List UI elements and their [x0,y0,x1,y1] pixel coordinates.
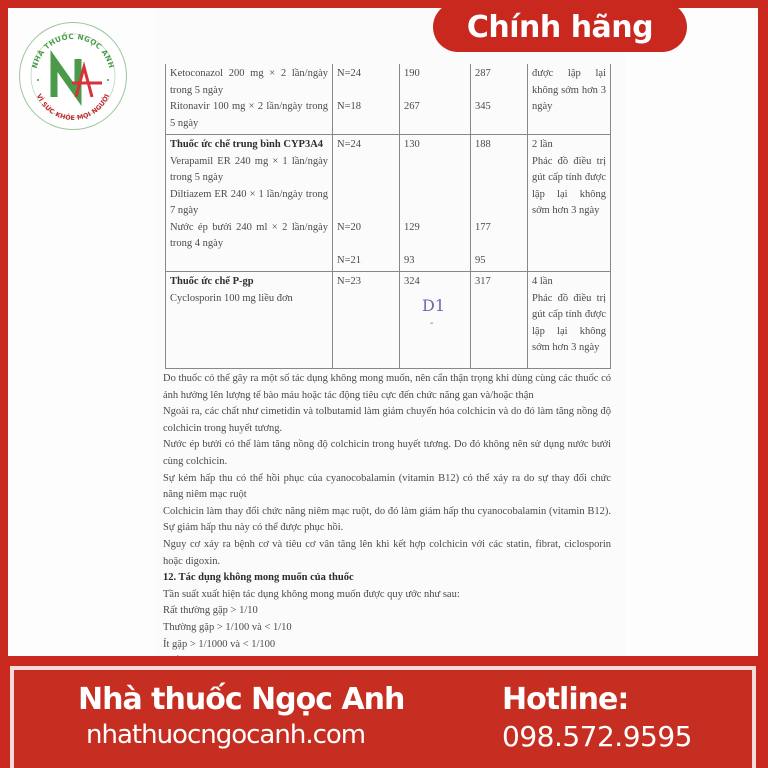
paragraph: Nguy cơ xảy ra bệnh cơ và tiêu cơ vân tăng lên khi kết hợp colchicin với các statin, fibrat, ciclosporin hoặc digoxin. [163,538,611,567]
value: 324 [404,276,420,287]
website-link[interactable]: nhathuocngocanh.com [86,720,366,750]
value: 287 [475,68,491,79]
group-heading: Thuốc ức chế P-gp [170,276,254,287]
value: 267 [404,101,420,112]
value-cell [471,64,528,135]
interaction-table [165,64,611,369]
value: 95 [475,254,486,266]
sample-size-cell [333,64,400,135]
value-cell [471,272,528,369]
sample-size: N=18 [337,101,362,112]
drug-entry: Ketoconazol 200 mg × 2 lần/ngày trong 5 ngày [170,68,328,96]
hotline-phone[interactable]: 098.572.9595 [502,720,692,753]
paragraph: Ngoài ra, các chất như cimetidin và tolbutamid làm giảm chuyển hóa colchicin và do đó làm tăng nồng độ colchicin trong huyết tương. [163,406,611,434]
value-cell [400,64,471,135]
note-heading: 4 lần [532,276,553,287]
drug-entry: Diltiazem ER 240 × 1 lần/ngày trong 7 ngày [170,188,328,216]
pharmacy-logo [19,22,127,130]
hotline-label: Hotline: [502,682,629,717]
value-cell [400,135,471,272]
pharmacy-name: Nhà thuốc Ngọc Anh [78,682,405,717]
drug-entry: Nước ép bưởi 240 ml × 2 lần/ngày trong 4 ngày [170,221,328,249]
value: 93 [404,254,415,266]
drug-entry: Verapamil ER 240 mg × 1 lần/ngày trong 5 ngày [170,155,328,183]
sample-size: N=24 [337,139,362,150]
value: 177 [475,221,491,233]
frequency-item: Rất thường gặp > 1/10 [163,605,258,617]
sample-size: N=20 [337,221,362,233]
authentic-badge-label: Chính hãng [466,9,654,45]
paragraph: Sự kém hấp thu có thể hồi phục của cyanocobalamin (vitamin B12) có thể xảy ra do sự thay đổi chức năng niêm mạc ruột [163,472,611,501]
note-cell [528,272,611,369]
value-cell [471,135,528,272]
table-row [166,64,611,135]
document-page [8,8,758,658]
drug-cell [166,135,333,272]
footer-banner [14,670,752,768]
handwritten-mark: D1 [422,296,446,315]
value: 130 [404,139,420,150]
document-body [163,371,611,670]
drug-entry: Ritonavir 100 mg × 2 lần/ngày trong 5 ngày [170,101,328,129]
sample-size-cell [333,135,400,272]
table-row [166,272,611,369]
value: 129 [404,221,420,233]
value: 317 [475,276,491,287]
value: 188 [475,139,491,150]
frequency-item: Ít gặp > 1/1000 và < 1/100 [163,638,276,650]
frame-border-right [758,0,768,768]
sample-size: N=24 [337,68,362,79]
value: 190 [404,68,420,79]
table-row [166,135,611,272]
drug-cell [166,64,333,135]
paragraph: Nước ép bưởi có thể làm tăng nồng độ colchicin trong huyết tương. Do đó không nên sử dụng nước bưởi cùng colchicin. [163,439,611,467]
section-heading: 12. Tác dụng không mong muốn của thuốc [163,572,354,584]
paragraph: Tần suất xuất hiện tác dụng không mong muốn được quy ước như sau: [163,588,460,600]
value-cell [400,272,471,369]
note-text: Phác đồ điều trị gút cấp tính được lập lại không sớm hơn 3 ngày [532,155,606,216]
value: 345 [475,101,491,112]
note-text: được lập lại không sớm hơn 3 ngày [532,68,606,112]
paragraph: Colchicin làm thay đổi chức năng niêm mạc ruột, do đó làm giảm hấp thu cyanocobalamin (vitamin B12). Sự giảm hấp thu này có thể được phục hồi. [163,505,611,534]
note-text: Phác đồ điều trị gút cấp tính được lập lại không sớm hơn 3 ngày [532,292,606,353]
frequency-item: Thường gặp > 1/100 và < 1/10 [163,621,292,633]
note-cell [528,64,611,135]
sample-size: N=21 [337,254,362,266]
frame-border-left [0,0,8,768]
drug-cell [166,272,333,369]
sample-size-cell [333,272,400,369]
handwritten-dash: - [430,318,434,329]
svg-text:VÌ SỨC KHỎE MỌI NGƯỜI: VÌ SỨC KHỎE MỌI NGƯỜI [34,92,112,123]
paragraph: Do thuốc có thể gây ra một số tác dụng không mong muốn, nên cẩn thận trọng khi dùng cùng các thuốc có ảnh hưởng lên lượng tế bào máu hoặc tác động tiêu cực đến chức năng gan và/hoặc thận [163,373,611,401]
footer-divider [0,656,768,666]
logo-emblem-icon [20,23,126,129]
svg-text:NHÀ THUỐC NGỌC ANH: NHÀ THUỐC NGỌC ANH [29,31,117,70]
group-heading: Thuốc ức chế trung bình CYP3A4 [170,139,324,150]
sample-size: N=23 [337,276,362,287]
note-heading: 2 lần [532,139,553,150]
note-cell [528,135,611,272]
drug-entry: Cyclosporin 100 mg liều đơn [170,292,293,304]
